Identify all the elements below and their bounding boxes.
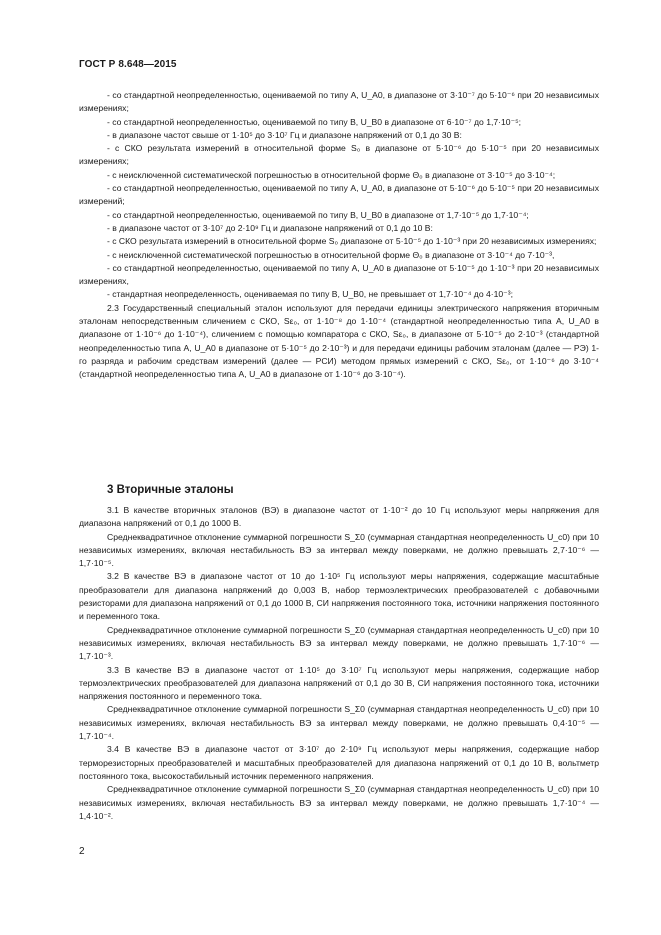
- paragraph: 3.4 В качестве ВЭ в диапазоне частот от 3·10⁷ до 2·10⁹ Гц используют меры напряжения, содержащие набор терморезисторных преобразователей и масштабных преобразователей для диапазона напряжений от 0,1 до 10 В, вольтметр постоянного тока, высокостабильный источник переменного напряжения.: [79, 744, 599, 781]
- section-3-text: [79, 504, 599, 823]
- paragraph: - со стандартной неопределенностью, оцениваемой по типу A, U_A0, в диапазоне от 3·10⁻⁷ до 5·10⁻⁶ при 20 независимых измерениях;: [79, 90, 599, 114]
- paragraph: - в диапазоне частот от 3·10⁷ до 2·10⁹ Гц и диапазоне напряжений от 0,1 до 10 В:: [107, 222, 433, 233]
- section-2-text: [79, 89, 599, 382]
- paragraph: - с неисключенной систематической погрешностью в относительной форме Θ₀ в диапазоне от 3·10⁻⁵ до 3·10⁻⁴;: [107, 169, 556, 180]
- paragraph: Среднеквадратичное отклонение суммарной погрешности S_Σ0 (суммарная стандартная неопределенность U_c0) при 10 независимых измерениях, включая нестабильность ВЭ за интервал между поверками, не должно превышать 1,7·10⁻⁶ — 1,7·10⁻³.: [79, 624, 599, 662]
- paragraph: 3.2 В качестве ВЭ в диапазоне частот от 10 до 1·10⁵ Гц используют меры напряжения, содержащие масштабные преобразователи для диапазона напряжений до 0,003 В, набор термоэлектрических преобразователей с добавочными резисторами для диапазона напряжений от 0,1 до 1000 В, СИ напряжения постоянного тока, источники напряжения постоянного и переменного тока.: [79, 571, 599, 622]
- paragraph: - в диапазоне частот свыше от 1·10⁵ до 3·10⁷ Гц и диапазоне напряжений от 0,1 до 30 В:: [107, 129, 462, 140]
- document-header: ГОСТ Р 8.648—2015: [79, 59, 177, 70]
- paragraph: - со стандартной неопределенностью, оцениваемой по типу A, U_A0, в диапазоне от 5·10⁻⁶ до 5·10⁻⁵ при 20 независимых измерений;: [79, 183, 599, 207]
- paragraph: Среднеквадратичное отклонение суммарной погрешности S_Σ0 (суммарная стандартная неопределенность U_c0) при 10 независимых измерениях, включая нестабильность ВЭ за интервал между поверками, не должно превышать 2,7·10⁻⁶ — 1,7·10⁻⁵.: [79, 531, 599, 569]
- paragraph: - с СКО результата измерений в относительной форме S₀ в диапазоне от 5·10⁻⁶ до 5·10⁻⁵ при 20 независимых измерениях;: [79, 143, 599, 167]
- paragraph: 3.1 В качестве вторичных эталонов (ВЭ) в диапазоне частот от 1·10⁻² до 10 Гц используют меры напряжения для диапазона напряжений от 0,1 до 1000 В.: [79, 505, 599, 529]
- paragraph: - со стандартной неопределенностью, оцениваемой по типу B, U_B0 в диапазоне от 1,7·10⁻⁵ до 1,7·10⁻⁴;: [107, 209, 529, 220]
- section-title: 3 Вторичные эталоны: [107, 484, 234, 496]
- paragraph: - с неисключенной систематической погрешностью в относительной форме Θ₀ в диапазоне от 3·10⁻⁴ до 7·10⁻³,: [107, 249, 555, 260]
- paragraph: - стандартная неопределенность, оцениваемая по типу B, U_B0, не превышает от 1,7·10⁻⁴ до 4·10⁻³;: [107, 289, 513, 300]
- paragraph: Среднеквадратичное отклонение суммарной погрешности S_Σ0 (суммарная стандартная неопределенность U_c0) при 10 независимых измерениях, включая нестабильность ВЭ за интервал между поверками, не должно превышать 0,4·10⁻⁵ — 1,7·10⁻⁴.: [79, 704, 599, 742]
- paragraph: - с СКО результата измерений в относительной форме S₀ диапазоне от 5·10⁻⁵ до 1·10⁻³ при 20 независимых измерениях;: [107, 236, 597, 247]
- page-number: 2: [79, 846, 85, 857]
- paragraph: 3.3 В качестве ВЭ в диапазоне частот от 1·10⁵ до 3·10⁷ Гц используют меры напряжения, содержащие набор термоэлектрических преобразователей для диапазона напряжений от 0,1 до 30 В, СИ напряжения постоянного тока, источники напряжения постоянного и переменного тока.: [79, 664, 599, 702]
- paragraph: - со стандартной неопределенностью, оцениваемой по типу B, U_B0 в диапазоне от 6·10⁻⁷ до 1,7·10⁻⁵;: [107, 116, 522, 127]
- paragraph: - со стандартной неопределенностью, оцениваемой по типу A, U_A0 в диапазоне от 5·10⁻⁵ до 1·10⁻³ при 20 независимых измерениях,: [79, 262, 599, 287]
- paragraph: Среднеквадратичное отклонение суммарной погрешности S_Σ0 (суммарная стандартная неопределенность U_c0) при 10 независимых измерениях, включая нестабильность ВЭ за интервал между поверками, не должно превышать 1,7·10⁻⁴ — 1,4·10⁻².: [79, 784, 599, 821]
- paragraph: 2.3 Государственный специальный эталон используют для передачи единицы электрического напряжения вторичным эталонам непосредственным сличением с СКО, Sε₀, от 1·10⁻⁸ до 1·10⁻⁴ (стандартной неопределенностью типа A, U_A0 в диапазоне от 1·10⁻⁶ до 1·10⁻⁴), сличением с помощью компаратора с СКО, Sε₀, в диапазоне от 5·10⁻⁵ до 2·10⁻³ (стандартной неопределенностью типа A, U_A0 в диапазоне от 5·10⁻⁵ до 2·10⁻³) и для передачи единицы рабочим эталонам (далее — РЭ) 1-го разряда и рабочим средствам измерений (далее — РСИ) методом прямых измерений с СКО, Sε₀, от 1·10⁻⁶ до 3·10⁻⁴ (стандартной неопределенностью типа A, U_A0 в диапазоне от 1·10⁻⁶ до 3·10⁻⁴).: [79, 302, 599, 380]
